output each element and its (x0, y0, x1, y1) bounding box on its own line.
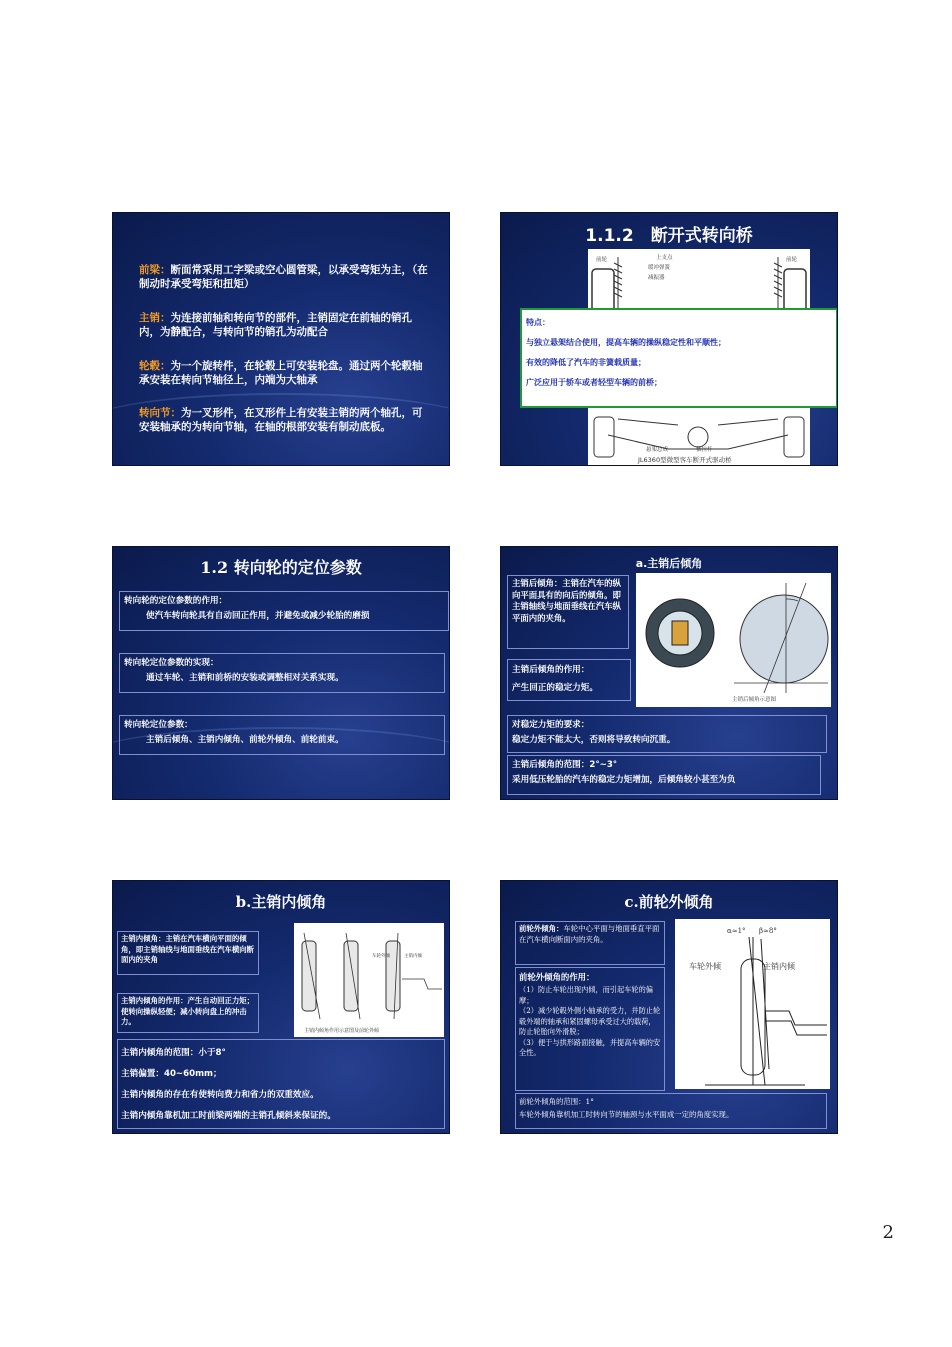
box-alignment-implementation (119, 653, 445, 693)
box-kingpin-definition: 主销内倾角：主销在汽车横向平面的倾角，即主销轴线与地面垂线在汽车横向断面内的夹角 (117, 931, 259, 975)
slide-caster-angle (500, 546, 838, 800)
box-kingpin-details: 主销内倾角的范围：小于8° 主销偏置：40~60mm； 主销内倾角的存在有使转向费力和省力的双重效应。 主销内倾角靠机加工时前梁两端的主销孔倾斜来保证的。 (117, 1039, 445, 1129)
figure-caption: 主销后倾角示意图 (732, 697, 777, 703)
box-camber-definition: 前轮外倾角：车轮中心平面与地面垂直平面在汽车横向断面内的夹角。 (515, 921, 665, 965)
slide-split-steering-axle (500, 212, 838, 466)
slide-title: c.前轮外倾角 (624, 893, 714, 911)
label-upper-point: 上支点 (656, 255, 673, 261)
camber-angle-drawing (675, 919, 830, 1089)
camber-figure (675, 919, 830, 1089)
box-camber-effect: 前轮外倾角的作用： （1）防止车轮出现内倾，而引起车轮的偏摩； （2）减少轮毂外侧小轴承的受力，并防止轮毂外端的轴承和紧固螺母承受过大的载荷，防止轮胎向外滑脱； （3）便于与拱形路面接触，并提高车辆的安全性。 (515, 967, 665, 1091)
slide-title: a.主销后倾角 (635, 557, 703, 570)
figure-caption: 主销内倾角作用示意图及前轮外倾 (304, 1028, 380, 1034)
box-head: 转向轮定位参数： (124, 720, 193, 730)
slide-wheel-alignment-parameters (112, 546, 450, 800)
box-camber-range: 前轮外倾角的范围：1° 车轮外倾角靠机加工时转向节的轴颈与水平面成一定的角度实现。 (515, 1093, 827, 1129)
slide-camber-angle (500, 880, 838, 1134)
item-front-beam: 前梁：断面常采用工字梁或空心圆管梁，以承受弯矩为主，（在制动时承受弯矩和扭矩） (139, 264, 428, 290)
page-number: 2 (882, 1222, 894, 1243)
slide-front-axle-components (112, 212, 450, 466)
figure-caption: JL6360型微型客车断开式驱动桥 (638, 456, 732, 464)
box-alignment-function (119, 591, 449, 631)
label-alpha: α≈1° (727, 927, 746, 935)
label-kingpin-inclination: 主销内倾 (763, 962, 795, 971)
box-caster-range: 主销后倾角的范围：2°~3° 采用低压轮胎的汽车的稳定力矩增加，后倾角较小甚至为负 (507, 755, 821, 795)
label-kingpin-inclination: 主销内倾 (404, 954, 422, 959)
slide-title: 1.1.2 断开式转向桥 (585, 226, 753, 246)
box-caster-definition: 主销后倾角：主销在汽车的纵向平面具有的向后的倾角。即主销轴线与地面垂线在汽车纵平面内的夹角。 (507, 575, 629, 649)
label-left-wheel: 前轮 (596, 257, 608, 263)
features-title: 特点： (526, 318, 550, 327)
item-knuckle: 转向节：为一叉形件，在叉形件上有安装主销的两个轴孔，可安装轴承的为转向节轴，在轴的根部安装有制动底板。 (139, 407, 423, 433)
label-wheel-camber: 车轮外倾 (372, 954, 390, 959)
feature-2: 有效的降低了汽车的非簧载质量； (526, 358, 646, 367)
features-box (520, 308, 838, 408)
feature-1: 与独立悬架结合使用，提高车辆的操纵稳定性和平顺性； (526, 338, 726, 347)
box-kingpin-effect: 主销内倾角的作用：产生自动回正力矩；使转向操纵轻便；减小转向盘上的冲击力。 (117, 993, 259, 1033)
slide-title: b.主销内倾角 (235, 893, 327, 911)
caster-angle-drawing (636, 573, 831, 707)
box-head: 转向轮的定位参数的作用： (124, 596, 228, 606)
label-tie-rod: 横拉杆 (696, 447, 713, 453)
label-suspension-assembly: 悬架总成 (646, 447, 669, 453)
item-kingpin: 主销：为连接前轴和转向节的部件，主销固定在前轴的销孔内，为静配合，与转向节的销孔为动配合 (139, 312, 412, 338)
item-hub: 轮毂：为一个旋转件，在轮毂上可安装轮盘。通过两个轮毂轴承安装在转向节轴径上，内端为大轴承 (139, 360, 423, 386)
kingpin-inclination-drawing (294, 923, 444, 1037)
slide-kingpin-inclination (112, 880, 450, 1134)
slide-title: 1.2 转向轮的定位参数 (200, 558, 362, 577)
label-wheel-camber: 车轮外倾 (689, 962, 721, 971)
box-body: 主销后倾角、主销内倾角、前轮外倾角、前轮前束。 (146, 735, 344, 745)
box-head: 转向轮定位参数的实现： (124, 658, 219, 668)
box-caster-effect: 主销后倾角的作用： 产生回正的稳定力矩。 (507, 659, 631, 701)
label-beta: β≈8° (759, 927, 777, 935)
box-stability-requirement: 对稳定力矩的要求： 稳定力矩不能太大，否则将导致转向沉重。 (507, 715, 827, 753)
label-buffer-spring: 缓冲弹簧 (648, 265, 671, 271)
box-alignment-list (119, 715, 445, 755)
label-damper: 减振器 (648, 275, 665, 281)
label-right-wheel: 前轮 (786, 257, 798, 263)
kingpin-figure (294, 923, 444, 1037)
box-body: 通过车轮、主销和前桥的安装或调整相对关系实现。 (146, 673, 344, 683)
caster-figure (636, 573, 831, 707)
feature-3: 广泛应用于轿车或者轻型车辆的前桥； (526, 378, 662, 387)
box-body: 使汽车转向轮具有自动回正作用，并避免或减少轮胎的磨损 (146, 611, 370, 621)
